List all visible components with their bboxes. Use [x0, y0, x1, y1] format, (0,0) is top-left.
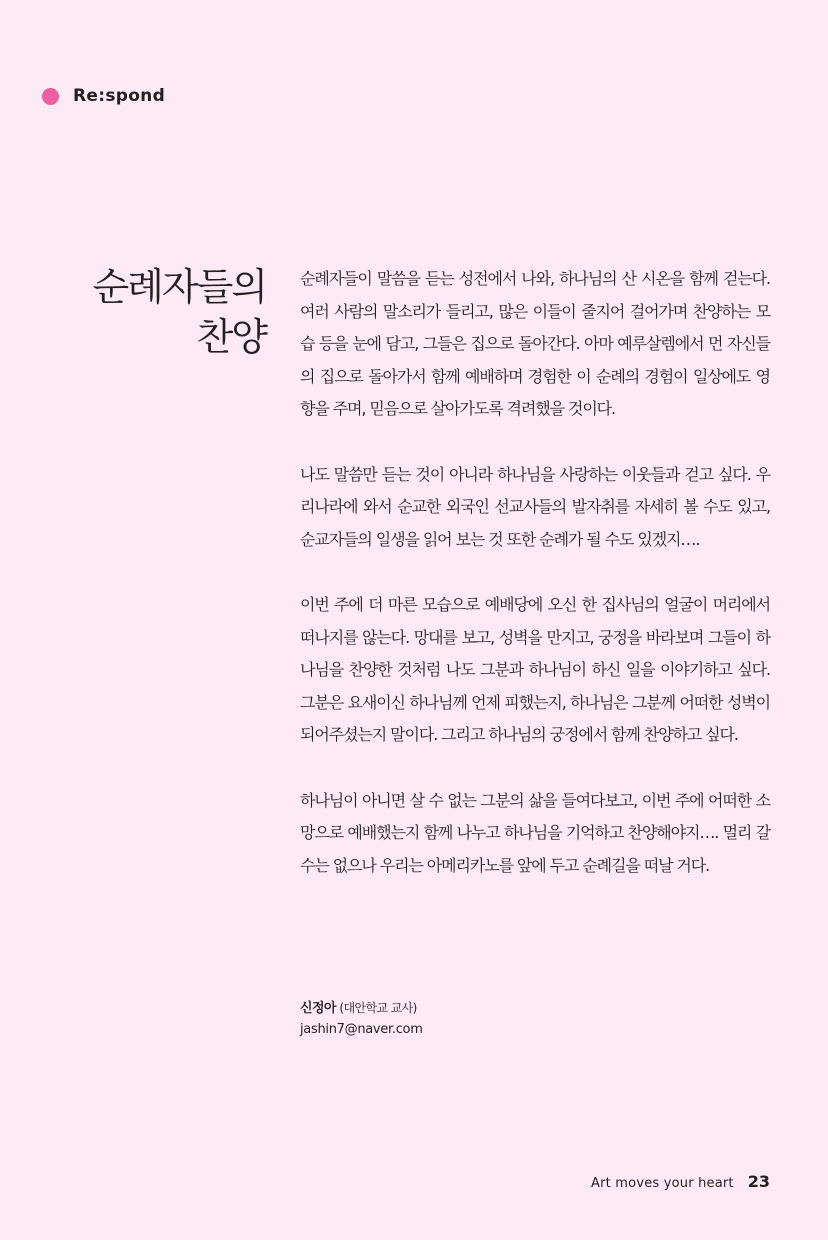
footer-tagline: Art moves your heart: [591, 1176, 734, 1191]
article-title-line: 찬양: [196, 315, 266, 359]
author-line: [300, 998, 423, 1019]
article-body: [300, 263, 770, 882]
article-paragraph: 하나님이 아니면 살 수 없는 그분의 삶을 들여다보고, 이번 주에 어떠한 소망으로 예배했는지 함께 나누고 하나님을 기억하고 찬양해야지…. 멀리 갈 수는 없으나 우리는 아메리카노를 앞에 두고 순례길을 떠날 거다.: [300, 790, 770, 875]
author-info: [300, 998, 423, 1040]
author-email[interactable]: jashin7@naver.com: [300, 1022, 423, 1037]
page-number: 23: [747, 1172, 770, 1191]
article-paragraph: 이번 주에 더 마른 모습으로 예배당에 오신 한 집사님의 얼굴이 머리에서 떠나지를 않는다. 망대를 보고, 성벽을 만지고, 궁정을 바라보며 그들이 하나님을 찬양한 것처럼 나도 그분과 하나님이 하신 일을 이야기하고 싶다. 그분은 요새이신 하나님께 언제 피했는지, 하나님은 그분께 어떠한 성벽이 되어주셨는지 말이다. 그리고 하나님의 궁정에서 함께 찬양하고 싶다.: [300, 594, 770, 745]
author-role: (대안학교 교사): [339, 1001, 417, 1015]
section-label: Re:spond: [73, 86, 166, 106]
article-paragraph: 순례자들이 말씀을 듣는 성전에서 나와, 하나님의 산 시온을 함께 걷는다. 여러 사람의 말소리가 들리고, 많은 이들이 줄지어 걸어가며 찬양하는 모습 등을 눈에 담고, 그들은 집으로 돌아간다. 아마 예루살렘에서 먼 자신들의 집으로 돌아가서 함께 예배하며 경험한 이 순례의 경험이 일상에도 영향을 주며, 믿음으로 살아가도록 격려했을 것이다.: [300, 269, 770, 419]
section-dot-icon: [42, 88, 59, 105]
article-paragraph: 나도 말씀만 듣는 것이 아니라 하나님을 사랑하는 이웃들과 걷고 싶다. 우리나라에 와서 순교한 외국인 선교사들의 발자취를 자세히 볼 수도 있고, 순교자들의 일생을 읽어 보는 것 또한 순례가 될 수도 있겠지….: [300, 464, 770, 549]
page-footer: [591, 1172, 770, 1191]
section-tag: [42, 86, 165, 106]
article-title-line: 순례자들의: [92, 265, 266, 309]
article-title: [92, 262, 266, 362]
author-name: 신정아: [300, 1001, 336, 1016]
